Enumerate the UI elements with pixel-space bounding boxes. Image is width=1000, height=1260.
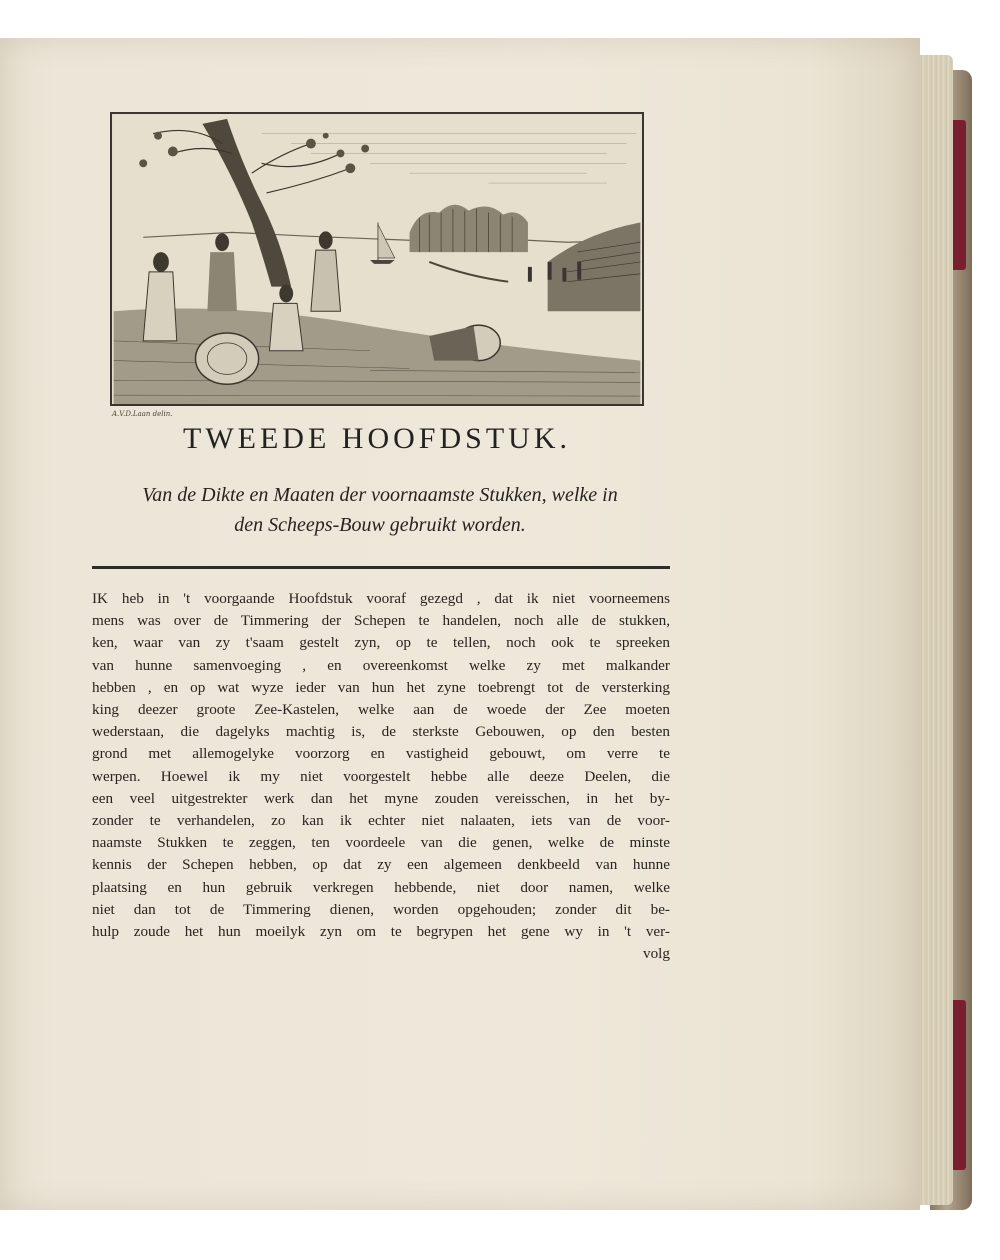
catchword: volg [642,945,670,963]
section-divider [92,566,670,569]
engraving-signature: A.V.D.Laan delin. [112,410,173,418]
text-line: grond met allemogelyke voorzorg en vastigheid gebouwt, om verre te [92,745,670,763]
text-line: plaatsing en hun gebruik verkregen hebbende, niet door namen, welke [92,878,670,896]
text-line: mens was over de Timmering der Schepen te handelen, noch alle de stukken, [92,612,670,630]
text-line: van hunne samenvoeging , en overeenkomst welke zy met malkander [92,656,670,674]
body-paragraph [92,588,670,965]
chapter-title: TWEEDE HOOFDSTUK. [183,422,571,455]
engraving-plate [110,112,644,406]
text-line: naamste Stukken te zeggen, ten voordeele van die genen, welke de minste [92,834,670,852]
text-line: IK heb in 't voorgaande Hoofdstuk vooraf gezegd , dat ik niet voorneemens [92,590,670,607]
text-line: werpen. Hoewel ik my niet voorgestelt hebbe alle deeze Deelen, die [92,767,670,785]
text-line: king deezer groote Zee-Kastelen, welke aan de woede der Zee moeten [92,701,670,719]
subtitle-line: den Scheeps-Bouw gebruikt worden. [234,514,526,536]
text-line: hebben , en op wat wyze ieder van hun het zyne toebrengt tot de versterking [92,678,670,696]
text-line: hulp zoude het hun moeilyk zyn om te begrypen het gene wy in 't ver- [92,923,670,941]
text-line: ken, waar van zy t'saam gestelt zyn, op te tellen, noch ook te spreeken [92,634,670,652]
text-line: wederstaan, die dagelyks machtig is, de sterkste Gebouwen, op den besten [92,723,670,741]
subtitle-line: Van de Dikte en Maaten der voornaamste Stukken, welke in [142,484,618,506]
engraving-illustration [112,114,642,404]
chapter-subtitle [90,480,670,540]
text-line: kennis der Schepen hebben, op dat zy een algemeen denkbeeld van hunne [92,856,670,874]
text-line: zonder te verhandelen, zo kan ik echter niet nalaaten, iets van de voor- [92,812,670,830]
text-line: een veel uitgestrekter werk dan het myne zouden vereisschen, in het by- [92,789,670,807]
text-line: niet dan tot de Timmering dienen, worden opgehouden; zonder dit be- [92,900,670,918]
